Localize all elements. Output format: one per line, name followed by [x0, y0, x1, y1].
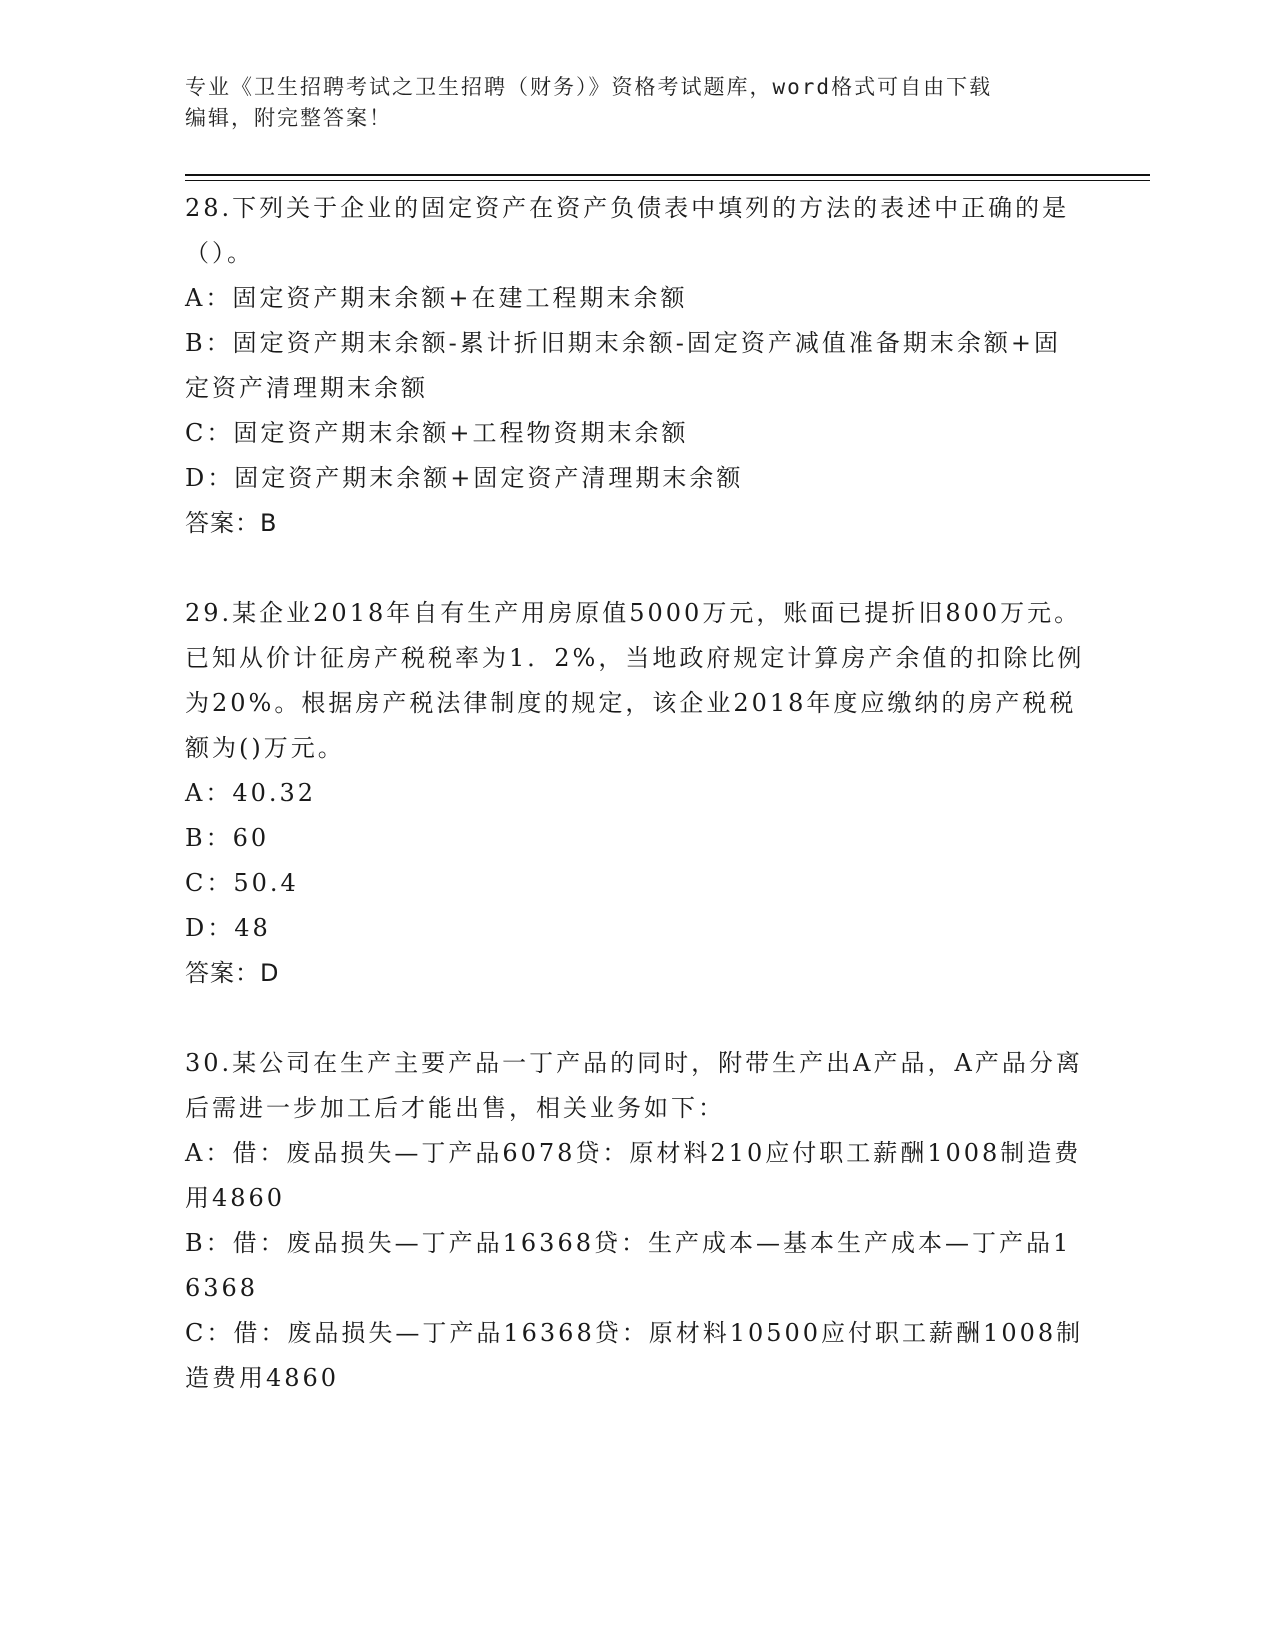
answer-line: 答案：B [185, 509, 278, 537]
question-list [185, 186, 1085, 1446]
question-text: 29.某企业2018年自有生产用房原值5000万元，账面已提折旧800万元。已知从价计征房产税税率为1．2%，当地政府规定计算房产余值的扣除比例为20%。根据房产税法律制度的规定，该企业2018年度应缴纳的房产税税额为()万元。 [185, 599, 1085, 762]
option-d: D：48 [185, 914, 271, 942]
question-28 [185, 186, 1085, 546]
header-divider-thin [185, 180, 1150, 181]
option-a: A：40.32 [185, 779, 317, 807]
answer-line: 答案：D [185, 959, 280, 987]
option-c: C：借：废品损失—丁产品16368贷：原材料10500应付职工薪酬1008制造费用4860 [185, 1319, 1084, 1392]
question-text: 28.下列关于企业的固定资产在资产负债表中填列的方法的表述中正确的是（）。 [185, 194, 1070, 267]
option-b: B：固定资产期末余额-累计折旧期末余额-固定资产减值准备期末余额+固定资产清理期末余额 [185, 329, 1061, 402]
document-header [185, 72, 1075, 134]
header-line-1: 专业《卫生招聘考试之卫生招聘（财务）》资格考试题库，word格式可自由下载 [185, 75, 993, 99]
question-text: 30.某公司在生产主要产品一丁产品的同时，附带生产出A产品，A产品分离后需进一步加工后才能出售，相关业务如下： [185, 1049, 1083, 1122]
option-b: B：借：废品损失—丁产品16368贷：生产成本—基本生产成本—丁产品16368 [185, 1229, 1072, 1302]
header-divider-thick [185, 174, 1150, 176]
option-d: D：固定资产期末余额+固定资产清理期末余额 [185, 464, 744, 492]
header-line-2: 编辑，附完整答案！ [185, 106, 392, 130]
option-c: C：固定资产期末余额+工程物资期末余额 [185, 419, 689, 447]
option-b: B：60 [185, 824, 270, 852]
option-a: A：固定资产期末余额+在建工程期末余额 [185, 284, 688, 312]
option-a: A：借：废品损失—丁产品6078贷：原材料210应付职工薪酬1008制造费用4860 [185, 1139, 1082, 1212]
option-c: C：50.4 [185, 869, 299, 897]
question-30 [185, 1041, 1085, 1401]
question-29 [185, 591, 1085, 996]
